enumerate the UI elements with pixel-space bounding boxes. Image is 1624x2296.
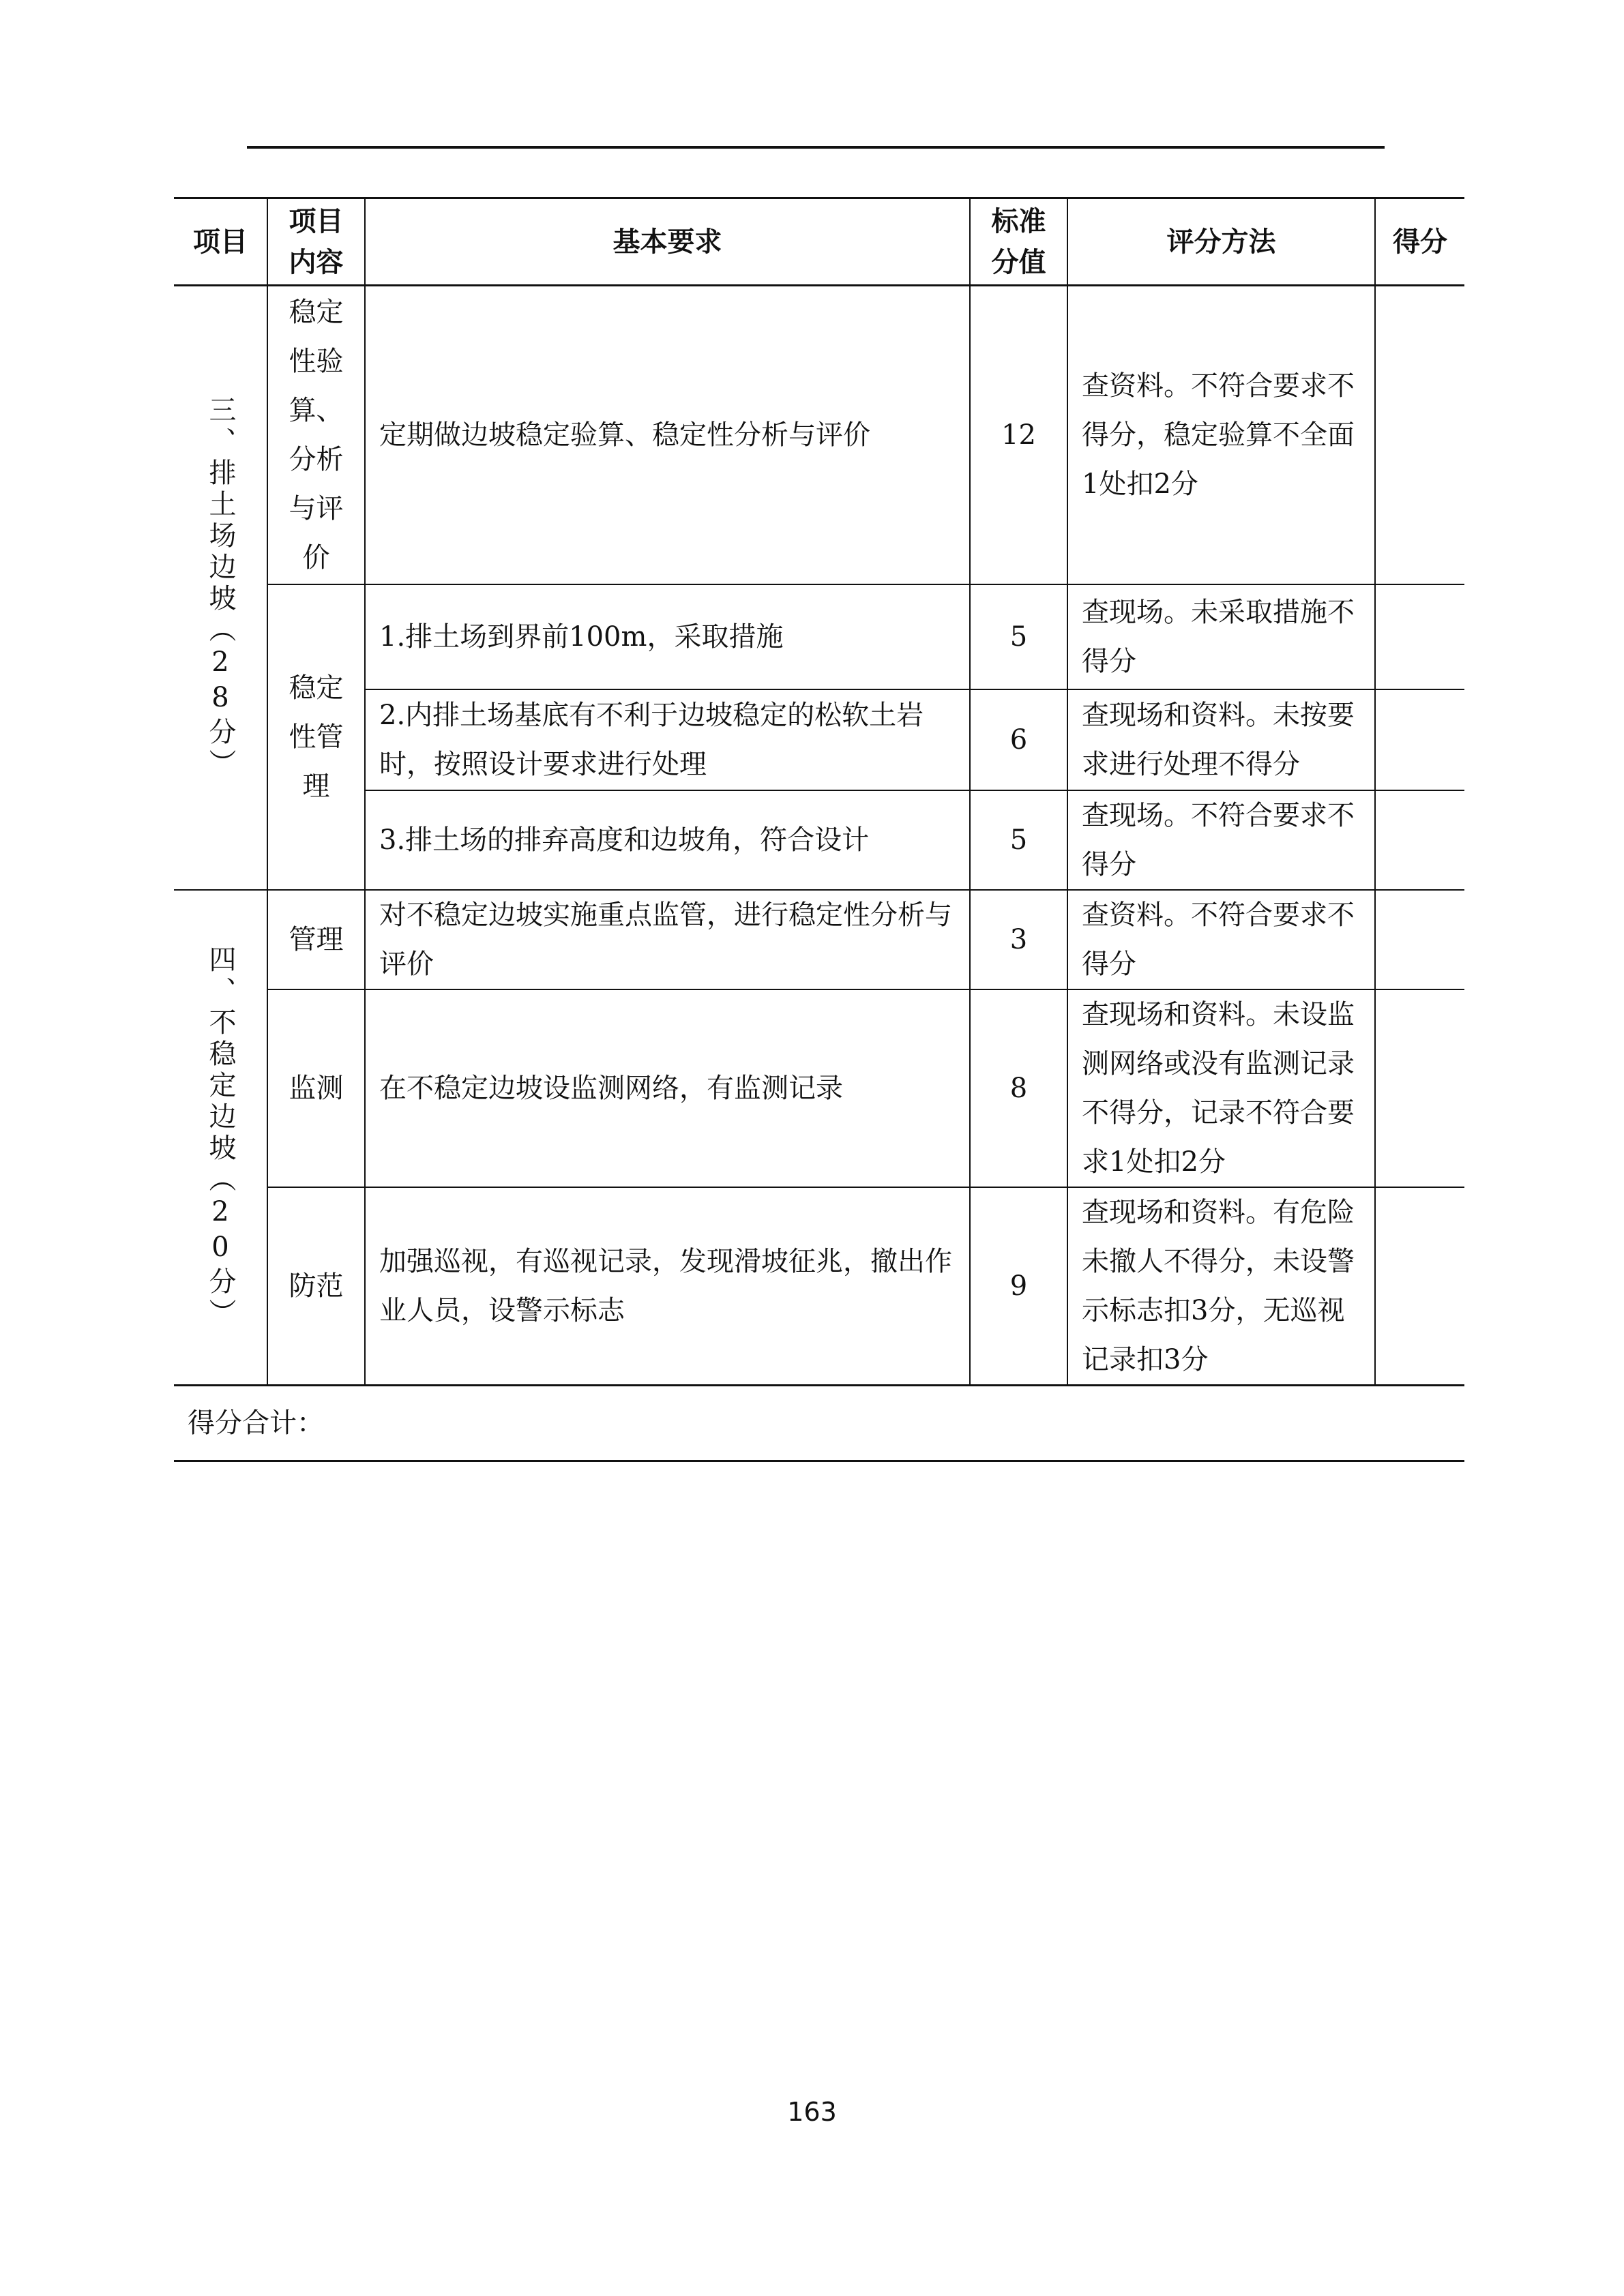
header-item: 项目 <box>174 198 267 286</box>
section4-item <box>174 890 267 1386</box>
content-line: 算、 <box>289 394 344 426</box>
section3-item <box>174 286 267 890</box>
content-line: 稳定 <box>289 672 344 704</box>
table-row <box>174 790 1464 890</box>
method-cell: 查现场和资料。有危险未撤人不得分，未设警示标志扣3分，无巡视记录扣3分 <box>1067 1187 1375 1386</box>
section4-item-text: 四、不稳定边坡（20分） <box>205 944 236 1330</box>
header-row <box>174 198 1464 286</box>
header-rule <box>247 146 1385 149</box>
standard-score-cell: 6 <box>970 689 1067 790</box>
standard-score-cell: 3 <box>970 890 1067 989</box>
standard-score-cell: 12 <box>970 286 1067 584</box>
method-cell: 查现场。不符合要求不得分 <box>1067 790 1375 890</box>
page-number: 163 <box>787 2097 837 2127</box>
section3-item-text: 三、排土场边坡（28分） <box>205 395 236 780</box>
score-cell[interactable] <box>1375 1187 1464 1386</box>
content-line: 与评 <box>289 492 344 524</box>
header-requirement: 基本要求 <box>365 198 970 286</box>
header-score: 得分 <box>1375 198 1464 286</box>
table-row <box>174 689 1464 790</box>
score-cell[interactable] <box>1375 890 1464 989</box>
score-cell[interactable] <box>1375 689 1464 790</box>
requirement-cell: 2.内排土场基底有不利于边坡稳定的松软土岩时，按照设计要求进行处理 <box>365 689 970 790</box>
header-method: 评分方法 <box>1067 198 1375 286</box>
content-line: 分析 <box>289 443 344 475</box>
requirement-cell: 3.排土场的排弃高度和边坡角，符合设计 <box>365 790 970 890</box>
requirement-cell: 定期做边坡稳定验算、稳定性分析与评价 <box>365 286 970 584</box>
total-label: 得分合计： <box>174 1385 1464 1461</box>
method-cell: 查现场和资料。未按要求进行处理不得分 <box>1067 689 1375 790</box>
standard-score-cell: 5 <box>970 584 1067 689</box>
score-cell[interactable] <box>1375 989 1464 1187</box>
score-cell[interactable] <box>1375 790 1464 890</box>
requirement-cell: 加强巡视，有巡视记录，发现滑坡征兆，撤出作业人员，设警示标志 <box>365 1187 970 1386</box>
score-cell[interactable] <box>1375 584 1464 689</box>
content-line: 理 <box>302 770 330 802</box>
requirement-cell: 1.排土场到界前100m，采取措施 <box>365 584 970 689</box>
score-cell[interactable] <box>1375 286 1464 584</box>
table-row <box>174 286 1464 584</box>
content-line: 价 <box>302 541 330 573</box>
requirement-cell: 在不稳定边坡设监测网络，有监测记录 <box>365 989 970 1187</box>
requirement-cell: 对不稳定边坡实施重点监管，进行稳定性分析与评价 <box>365 890 970 989</box>
section4-content: 监测 <box>267 989 365 1187</box>
content-line: 性管 <box>289 721 344 753</box>
method-cell: 查现场。未采取措施不得分 <box>1067 584 1375 689</box>
header-content: 项目 内容 <box>267 198 365 286</box>
content-line: 性验 <box>289 345 344 377</box>
section3-content-2 <box>267 584 365 890</box>
standard-score-cell: 5 <box>970 790 1067 890</box>
content-line: 稳定 <box>289 296 344 328</box>
scoring-table <box>174 197 1464 1462</box>
table-row <box>174 1187 1464 1386</box>
total-row <box>174 1385 1464 1461</box>
table-row <box>174 989 1464 1187</box>
method-cell: 查资料。不符合要求不得分 <box>1067 890 1375 989</box>
section3-content-1 <box>267 286 365 584</box>
header-standard-score: 标准 分值 <box>970 198 1067 286</box>
table-row <box>174 584 1464 689</box>
section4-content: 管理 <box>267 890 365 989</box>
method-cell: 查资料。不符合要求不得分，稳定验算不全面1处扣2分 <box>1067 286 1375 584</box>
method-cell: 查现场和资料。未设监测网络或没有监测记录不得分，记录不符合要求1处扣2分 <box>1067 989 1375 1187</box>
section4-content: 防范 <box>267 1187 365 1386</box>
standard-score-cell: 9 <box>970 1187 1067 1386</box>
table-row <box>174 890 1464 989</box>
standard-score-cell: 8 <box>970 989 1067 1187</box>
